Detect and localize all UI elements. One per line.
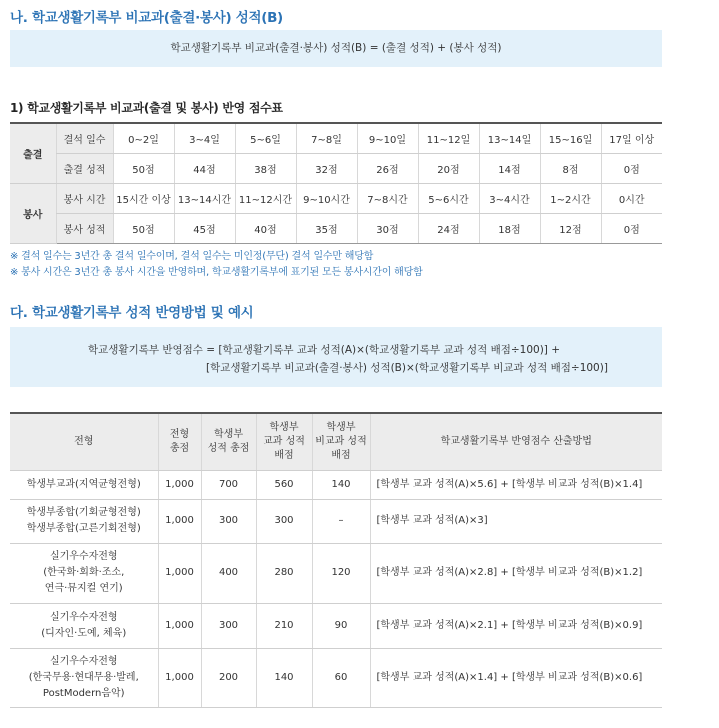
record-cell: 300 [201,603,256,648]
subject-cell: 280 [256,543,312,603]
attendance-score-cell: 38점 [235,154,296,184]
note-volunteer: ※ 봉사 시간은 3년간 총 봉사 시간을 반영하며, 학교생활기록부에 표기된 모든 봉사시간이 해당함 [10,267,423,278]
formula-total-line2: [학교생활기록부 비교과(출결·봉사) 성적(B)×(학교생활기록부 비교과 성적 배점÷100)] [206,362,608,374]
record-cell: 700 [201,470,256,499]
attendance-score-row [10,154,662,184]
volunteer-score-cell: 24점 [418,214,479,244]
header-nonsubject-points: 학생부 비교과 성적 배점 [312,413,370,470]
volunteer-score-cell: 35점 [296,214,357,244]
total-cell: 1,000 [158,470,201,499]
volunteer-score-cell: 40점 [235,214,296,244]
subsection-1-title: 1) 학교생활기록부 비교과(출결 및 봉사) 반영 점수표 [10,101,283,115]
formula-b-text: 학교생활기록부 비교과(출결·봉사) 성적(B) = (출결 성적) + (봉사 성적) [170,42,502,54]
attendance-score-cell: 0점 [601,154,662,184]
volunteer-score-label: 봉사 성적 [56,214,113,244]
nonsubject-cell: – [312,499,370,543]
header-calc-method: 학교생활기록부 반영점수 산출방법 [370,413,662,470]
formula-total-line1: 학교생활기록부 반영점수 = [학교생활기록부 교과 성적(A)×(학교생활기록부 교과 성적 배점÷100)] + [88,344,561,356]
volunteer-hours-cell: 0시간 [601,184,662,214]
absence-days-cell: 17일 이상 [601,123,662,154]
absence-days-cell: 13~14일 [479,123,540,154]
calc-cell: [학생부 교과 성적(A)×2.1] + [학생부 비교과 성적(B)×0.9] [370,603,662,648]
record-cell: 400 [201,543,256,603]
volunteer-group-label: 봉사 [10,184,56,244]
type-cell: 실기우수자전형 (한국화·회화·조소, 연극·뮤지컬 연기) [10,543,158,603]
method-header-row [10,413,662,470]
table-row [10,648,662,707]
score-table [10,122,662,244]
volunteer-hours-cell: 15시간 이상 [113,184,174,214]
volunteer-score-cell: 50점 [113,214,174,244]
calc-cell: [학생부 교과 성적(A)×3] [370,499,662,543]
attendance-score-label: 출결 성적 [56,154,113,184]
attendance-score-cell: 20점 [418,154,479,184]
nonsubject-cell: 120 [312,543,370,603]
note-absence: ※ 결석 일수는 3년간 총 결석 일수이며, 결석 일수는 미인정(무단) 결석 일수만 해당함 [10,251,374,262]
attendance-score-cell: 14점 [479,154,540,184]
absence-days-cell: 9~10일 [357,123,418,154]
absence-days-cell: 7~8일 [296,123,357,154]
attendance-days-row [10,123,662,154]
record-cell: 200 [201,648,256,707]
record-cell: 300 [201,499,256,543]
nonsubject-cell: 90 [312,603,370,648]
table-row [10,543,662,603]
method-table [10,412,662,708]
attendance-score-cell: 26점 [357,154,418,184]
subject-cell: 140 [256,648,312,707]
volunteer-score-cell: 18점 [479,214,540,244]
calc-cell: [학생부 교과 성적(A)×1.4] + [학생부 비교과 성적(B)×0.6] [370,648,662,707]
calc-cell: [학생부 교과 성적(A)×5.6] + [학생부 비교과 성적(B)×1.4] [370,470,662,499]
header-total: 전형 총점 [158,413,201,470]
absence-days-cell: 15~16일 [540,123,601,154]
attendance-score-cell: 32점 [296,154,357,184]
nonsubject-cell: 60 [312,648,370,707]
volunteer-score-cell: 0점 [601,214,662,244]
total-cell: 1,000 [158,499,201,543]
attendance-score-cell: 50점 [113,154,174,184]
type-cell: 실기우수자전형 (디자인·도예, 체육) [10,603,158,648]
section-na-title: 나. 학교생활기록부 비교과(출결·봉사) 성적(B) [10,10,283,26]
attendance-score-cell: 8점 [540,154,601,184]
subject-cell: 300 [256,499,312,543]
total-cell: 1,000 [158,603,201,648]
type-cell: 학생부교과(지역균형전형) [10,470,158,499]
subject-cell: 560 [256,470,312,499]
table-row [10,603,662,648]
absence-days-cell: 11~12일 [418,123,479,154]
volunteer-hours-cell: 11~12시간 [235,184,296,214]
attendance-group-label: 출결 [10,123,56,184]
volunteer-score-cell: 30점 [357,214,418,244]
header-type: 전형 [10,413,158,470]
section-da-title: 다. 학교생활기록부 성적 반영방법 및 예시 [10,305,254,321]
formula-b-box [10,30,662,67]
header-record-total: 학생부 성적 총점 [201,413,256,470]
volunteer-hours-cell: 13~14시간 [174,184,235,214]
nonsubject-cell: 140 [312,470,370,499]
volunteer-hours-row [10,184,662,214]
subject-cell: 210 [256,603,312,648]
absence-days-label: 결석 일수 [56,123,113,154]
volunteer-hours-cell: 1~2시간 [540,184,601,214]
volunteer-hours-cell: 7~8시간 [357,184,418,214]
type-cell: 학생부종합(기회균형전형) 학생부종합(고른기회전형) [10,499,158,543]
table-row [10,470,662,499]
volunteer-hours-label: 봉사 시간 [56,184,113,214]
attendance-score-cell: 44점 [174,154,235,184]
total-cell: 1,000 [158,648,201,707]
table-row [10,499,662,543]
absence-days-cell: 3~4일 [174,123,235,154]
volunteer-hours-cell: 5~6시간 [418,184,479,214]
volunteer-hours-cell: 3~4시간 [479,184,540,214]
volunteer-score-row [10,214,662,244]
formula-total-box [10,327,662,387]
volunteer-score-cell: 45점 [174,214,235,244]
volunteer-score-cell: 12점 [540,214,601,244]
header-subject-points: 학생부 교과 성적 배점 [256,413,312,470]
type-cell: 실기우수자전형 (한국무용·현대무용·발레, PostModern음악) [10,648,158,707]
calc-cell: [학생부 교과 성적(A)×2.8] + [학생부 비교과 성적(B)×1.2] [370,543,662,603]
total-cell: 1,000 [158,543,201,603]
volunteer-hours-cell: 9~10시간 [296,184,357,214]
absence-days-cell: 5~6일 [235,123,296,154]
absence-days-cell: 0~2일 [113,123,174,154]
